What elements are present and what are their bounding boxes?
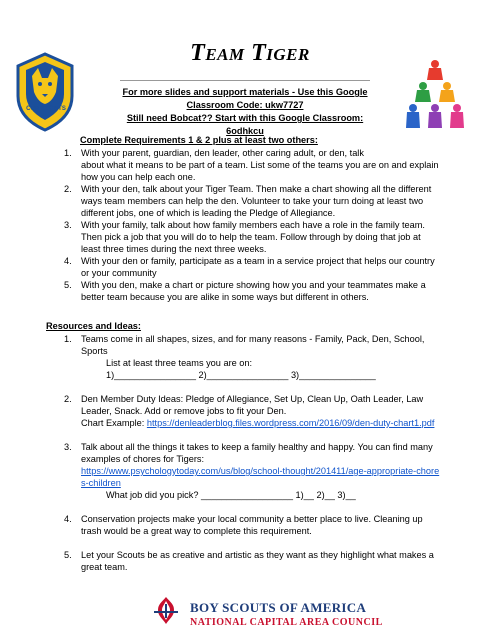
item-line: Sports xyxy=(81,346,108,356)
item-number: 3. xyxy=(64,442,72,452)
requirements-list xyxy=(64,147,474,303)
requirements-heading: Complete Requirements 1 & 2 plus at least two others: xyxy=(80,135,318,145)
item-line: better team because you are alike in some ways but different in others. xyxy=(81,292,369,302)
resource-item xyxy=(64,393,476,429)
page-title: Team Tiger xyxy=(190,40,310,66)
classroom-header xyxy=(110,86,380,138)
item-number: 3. xyxy=(64,220,72,230)
title-divider xyxy=(120,80,370,81)
header-line-1: For more slides and support materials - Use this Google xyxy=(122,87,368,97)
chart-example-line xyxy=(81,417,476,429)
item-number: 1. xyxy=(64,148,72,158)
header-line-3: Still need Bobcat?? Start with this Google Classroom: 6odhkcu xyxy=(126,113,364,136)
item-line: great team. xyxy=(81,562,128,572)
item-number: 1. xyxy=(64,334,72,344)
cub-scouts-logo xyxy=(14,52,76,132)
item-line: or your community xyxy=(81,268,157,278)
item-line: about what it means to be part of a team. List some of the teams you are on and explain xyxy=(81,160,439,170)
item-line: With your family, talk about how family members each have a role in the family team. xyxy=(81,220,425,230)
requirements-section xyxy=(62,134,462,146)
cub-scouts-logo-text: CUB SCOUTS xyxy=(26,106,66,112)
item-number: 2. xyxy=(64,184,72,194)
item-line: Den Member Duty Ideas: Pledge of Allegiance, Set Up, Clean Up, Oath Leader, Law xyxy=(81,394,424,404)
item-number: 4. xyxy=(64,256,72,266)
item-line: With your den or family, participate as a team in a service project that helps our country xyxy=(81,256,435,266)
teams-prompt: List at least three teams you are on: xyxy=(106,358,253,368)
chores-link-continued[interactable]: s-children xyxy=(81,478,121,488)
item-line: Teams come in all shapes, sizes, and for many reasons - Family, Pack, Den, School, xyxy=(81,334,425,344)
bsa-emblem-icon xyxy=(152,596,180,626)
resource-item xyxy=(64,333,476,381)
item-number: 4. xyxy=(64,514,72,524)
item-line: least three times during the next three weeks. xyxy=(81,244,267,254)
team-pyramid-illustration xyxy=(405,58,465,130)
requirement-item xyxy=(64,183,474,219)
item-line: With your den, talk about your Tiger Team. Then make a chart showing all the different xyxy=(81,184,432,194)
item-line: Talk about all the things it takes to keep a family healthy and happy. You can find many xyxy=(81,442,433,452)
requirement-item xyxy=(64,219,474,255)
item-line: different jobs, one of which is leading the Pledge of Allegiance. xyxy=(81,208,336,218)
item-number: 2. xyxy=(64,394,72,404)
item-line: Leader, Snack. Add or remove jobs to fit your Den. xyxy=(81,406,287,416)
bsa-org-name: BOY SCOUTS OF AMERICA xyxy=(190,600,367,615)
item-line: ways team members can help the den. Volunteer to take your turn doing at least two xyxy=(81,196,424,206)
resources-list xyxy=(64,333,476,573)
header-line-2: Classroom Code: ukw7727 xyxy=(186,100,304,110)
requirement-item xyxy=(64,279,474,303)
chart-example-label: Chart Example: xyxy=(81,418,147,428)
job-question[interactable]: What job did you pick? __________________ 1)__ 2)__ 3)__ xyxy=(106,490,356,500)
resource-item xyxy=(64,549,476,573)
item-line: With you den, make a chart or picture showing how you and your teammates make a xyxy=(81,280,426,290)
item-number: 5. xyxy=(64,280,72,290)
teams-blanks[interactable]: 1)________________ 2)________________ 3)_______________ xyxy=(106,370,376,380)
resources-heading: Resources and Ideas: xyxy=(46,321,141,331)
item-line: With your parent, guardian, den leader, other caring adult, or den, talk xyxy=(81,148,364,158)
den-duty-chart-link[interactable]: https://denleaderblog.files.wordpress.com/2016/09/den-duty-chart1.pdf xyxy=(146,418,435,428)
item-line: trash would be a great way to complete this requirement. xyxy=(81,526,312,536)
item-number: 5. xyxy=(64,550,72,560)
chores-link[interactable]: https://www.psychologytoday.com/us/blog/school-thought/201411/age-appropriate-chore xyxy=(81,466,440,476)
resource-item xyxy=(64,441,476,501)
resource-item xyxy=(64,513,476,537)
item-line: Conservation projects make your local community a better place to live. Cleaning up xyxy=(81,514,423,524)
item-line: Let your Scouts be as creative and artistic as they want as they highlight what makes a xyxy=(81,550,434,560)
requirement-item xyxy=(64,147,474,183)
requirement-item xyxy=(64,255,474,279)
item-line: how you can help each one. xyxy=(81,172,196,182)
item-line: Then pick a job that you will do to help the team. Follow through by doing that job at xyxy=(81,232,421,242)
item-line: examples of chores for Tigers: xyxy=(81,454,205,464)
bsa-council-name: NATIONAL CAPITAL AREA COUNCIL xyxy=(190,617,383,628)
